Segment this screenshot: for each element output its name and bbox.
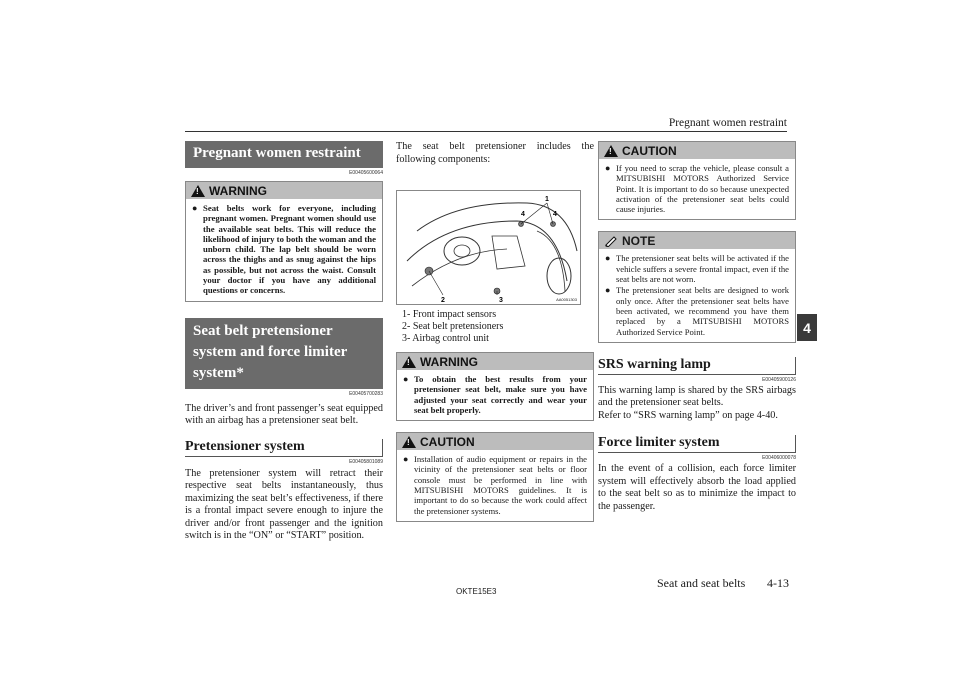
footer-doc-code: OKTE15E3 [456, 587, 497, 596]
running-head: Pregnant women restraint [668, 117, 787, 129]
caution-label: CAUTION [420, 434, 475, 449]
warning-box [396, 352, 594, 421]
caution-label: CAUTION [622, 143, 677, 158]
caution-icon: ! [604, 145, 618, 157]
warning-icon: ! [191, 185, 205, 197]
warning-label: WARNING [209, 183, 267, 198]
chapter-tab: 4 [797, 314, 817, 341]
note-text: The pretensioner seat belts will be activated if the vehicle suffers a severe frontal impact, even if the seat belts are not worn. [616, 253, 789, 285]
car-interior-drawing [397, 191, 580, 304]
force-code: E00406000078 [762, 455, 796, 462]
callout-1: 1 [545, 196, 549, 203]
system-text: The pretensioner system will retract their respective seat belts instantaneously, thus maximizing the seat belt’s effectiveness, if there is a frontal impact severe enough to injure the driver and/or front passenger and the ignition switch is in the “ON” or “START” position. [185, 467, 383, 542]
pregnant-title: Pregnant women restraint [185, 141, 383, 168]
pregnant-code: E00405600064 [349, 170, 383, 176]
legend-item: 3- Airbag control unit [402, 333, 489, 344]
callout-4b: 4 [553, 211, 557, 218]
caution-box [396, 432, 594, 522]
bullet-icon: ● [403, 454, 409, 465]
note-item [605, 253, 789, 284]
caution-header [599, 142, 795, 159]
intro-text: The seat belt pretensioner includes the following components: [396, 141, 594, 165]
figure-legend [396, 309, 594, 345]
pencil-icon [604, 235, 618, 247]
system-code: E00405801089 [349, 458, 383, 465]
pretensioner-title: Seat belt pretensioner system and force limiter system* [185, 318, 383, 389]
warning-icon: ! [402, 356, 416, 368]
warning-text: To obtain the best results from your pretensioner seat belt, make sure you have adjusted your seat correctly and wear your seat belt properly. [414, 374, 587, 415]
note-label: NOTE [622, 233, 656, 248]
page-number: 4-13 [767, 576, 789, 590]
legend-item: 2- Seat belt pretensioners [402, 321, 504, 332]
note-item [605, 285, 789, 336]
bullet-icon: ● [605, 285, 611, 296]
bullet-icon: ● [605, 253, 611, 264]
warning-text: Seat belts work for everyone, including pregnant women. Pregnant women should use the available seat belts. This will reduce the likelihood of injury to both the woman and the unborn child. The lap belt should be worn across the thighs and as snug against the hips as possible, but not across the waist. Consult your doctor if you have any additional questions or concerns. [203, 203, 376, 296]
warning-header [397, 353, 593, 370]
caution-header [397, 433, 593, 450]
srs-title: SRS warning lamp [598, 356, 796, 375]
warning-item [192, 203, 376, 296]
header-rule [185, 131, 787, 132]
caution-item [605, 163, 789, 214]
figure-code: AA0051303 [556, 297, 577, 302]
note-text: The pretensioner seat belts are designed to work only once. After the pretensioner seat belts have been activated, we recommend you have them replaced by a MITSUBISHI MOTORS Authorized Service Point. [616, 285, 789, 337]
legend-item: 1- Front impact sensors [402, 309, 497, 320]
warning-label: WARNING [420, 354, 478, 369]
footer-section: Seat and seat belts [657, 576, 746, 590]
warning-box [185, 181, 383, 302]
callout-2: 2 [441, 297, 445, 304]
column-left [185, 141, 383, 543]
caution-text: If you need to scrap the vehicle, please consult a MITSUBISHI MOTORS Authorized Service Point. It is important to do so because unexpected activation of the pretensioner seat belts could cause injuries. [616, 163, 789, 215]
warning-item [403, 374, 587, 415]
force-title: Force limiter system [598, 434, 796, 453]
caution-box [598, 141, 796, 220]
caution-item [403, 454, 587, 516]
components-figure [396, 190, 581, 305]
caution-text: Installation of audio equipment or repairs in the vicinity of the pretensioner seat belts or floor console must be performed in line with MITSUBISHI MOTORS guidelines. It is important to do so because the work could affect the pretensioner systems. [414, 454, 587, 516]
srs-code: E00405900126 [762, 376, 796, 383]
callout-3: 3 [499, 297, 503, 304]
note-header [599, 232, 795, 249]
column-right [598, 141, 796, 513]
column-middle [396, 141, 594, 522]
warning-header [186, 182, 382, 199]
callout-4a: 4 [521, 211, 525, 218]
pretensioner-text: The driver’s and front passenger’s seat equipped with an airbag has a pretensioner seat belt. [185, 402, 383, 427]
bullet-icon: ● [192, 203, 198, 213]
pretensioner-code: E00405700283 [349, 390, 383, 397]
bullet-icon: ● [605, 163, 611, 173]
bullet-icon: ● [403, 374, 409, 384]
force-text: In the event of a collision, each force limiter system will effectively absorb the load applied to the seat belt so as to minimize the impact to the passenger. [598, 463, 796, 512]
srs-reference: Refer to “SRS warning lamp” on page 4-40. [598, 409, 778, 421]
note-box [598, 231, 796, 342]
system-title: Pretensioner system [185, 438, 383, 457]
caution-icon: ! [402, 436, 416, 448]
srs-text: This warning lamp is shared by the SRS airbags and the pretensioner seat belts. [598, 384, 796, 409]
